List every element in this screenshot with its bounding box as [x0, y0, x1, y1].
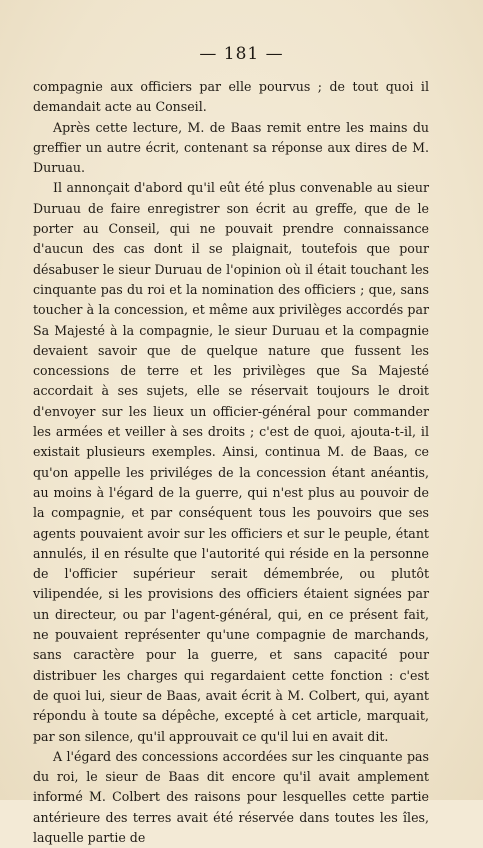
- paragraph-continuation: compagnie aux officiers par elle pourvus ; de tout quoi il demandait acte au Conseil.: [33, 79, 429, 115]
- body-text: [33, 77, 429, 848]
- paragraph: A l'égard des concessions accordées sur les cinquante pas du roi, le sieur de Baas dit encore qu'il avait amplement informé M. Colbert des raisons pour lesquelles cette partie antérieure des terres avait été réservée dans toutes les îles, laquelle partie de: [33, 748, 429, 845]
- page-number: — 181 —: [199, 44, 284, 64]
- paragraph: Après cette lecture, M. de Baas remit entre les mains du greffier un autre écrit, contenant sa réponse aux dires de M. Duruau.: [33, 119, 429, 176]
- paragraph: Il annonçait d'abord qu'il eût été plus convenable au sieur Duruau de faire enregistrer son écrit au greffe, que de le porter au Conseil, qui ne pouvait prendre connaissance d'aucun des cas dont il se plaignait, toutefois que pour désabuser le sieur Duruau de l'opinion où il était touchant les cinquante pas du roi et la nomination des officiers ; que, sans toucher à la concession, et même aux privilèges accordés par Sa Majesté à la compagnie, le sieur Duruau et la compagnie devaient savoir que de quelque nature que fussent les concessions de terre et les privilèges que Sa Majesté accordait à ses sujets, elle se réservait toujours le droit d'envoyer sur les lieux un officier-général pour commander les armées et veiller à ses droits ; c'est de quoi, ajouta-t-il, il existait plusieurs exemples. Ainsi, continua M. de Baas, ce qu'on appelle les priviléges de la concession étant anéantis, au moins à l'égard de la guerre, qui n'est plus au pouvoir de la compagnie, et par conséquent tous les pouvoirs que ses agents pouvaient avoir sur les officiers et sur le peuple, étant annulés, il en résulte que l'autorité qui réside en la personne de l'officier supérieur serait démembrée, ou plutôt vilipendée, si les provisions des officiers étaient signées par un directeur, ou par l'agent-général, qui, en ce présent fait, ne pouvaient représenter qu'une compagnie de marchands, sans caractère pour la guerre, et sans capacité pour distribuer les charges qui regardaient cette fonction : c'est de quoi lui, sieur de Baas, avait écrit à M. Colbert, qui, ayant répondu à toute sa dépêche, excepté à cet article, marquait, par son silence, qu'il approuvait ce qu'il lui en avait dit.: [33, 180, 429, 744]
